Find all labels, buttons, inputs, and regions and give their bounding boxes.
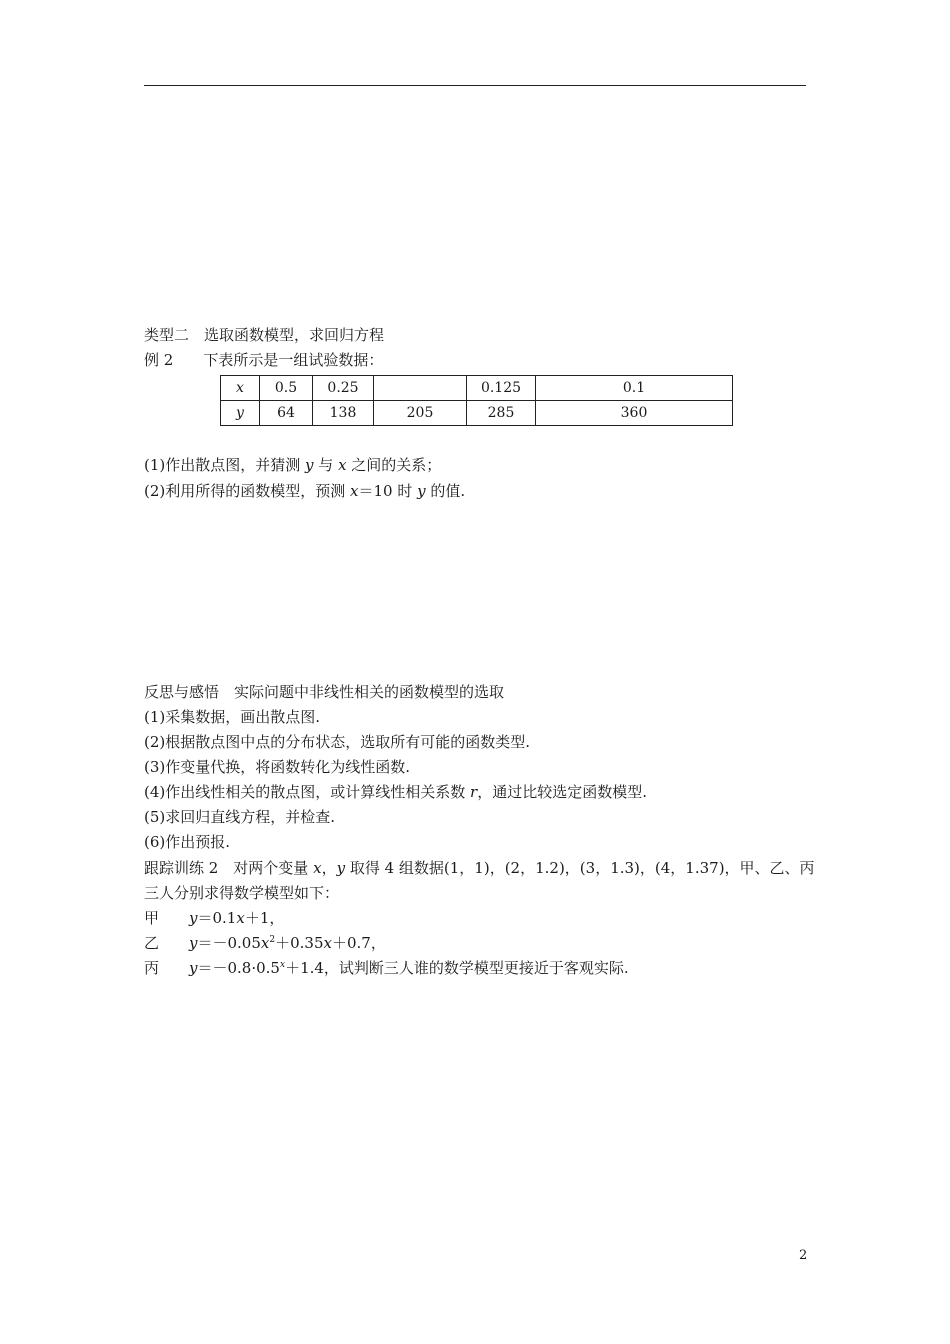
model-yi <box>144 933 386 953</box>
table-row-x <box>221 376 733 401</box>
reflection-step-3: (3)作变量代换，将函数转化为线性函数. <box>144 758 411 776</box>
model-label: 乙 <box>144 934 160 952</box>
text: (4)作出线性相关的散点图，或计算线性相关系数 <box>144 783 471 801</box>
reflection-title: 反思与感悟 实际问题中非线性相关的函数模型的选取 <box>144 683 505 701</box>
table-cell: 285 <box>467 401 536 426</box>
text: ＝0.1 <box>197 909 237 927</box>
question-1 <box>144 455 441 475</box>
header-rule <box>144 85 806 86</box>
model-bing <box>144 958 629 978</box>
table-cell: 0.125 <box>467 376 536 401</box>
text: 之间的关系； <box>346 456 442 474</box>
var-y: y <box>189 909 198 927</box>
model-label: 丙 <box>144 959 160 977</box>
exponent: 2 <box>269 935 276 945</box>
text: ， <box>321 859 337 877</box>
table-cell: 138 <box>313 401 374 426</box>
var-x: x <box>313 859 322 877</box>
text: ＝－0.05 <box>197 934 261 952</box>
table-cell: 0.5 <box>260 376 313 401</box>
reflection-step-6: (6)作出预报. <box>144 833 231 851</box>
table-cell <box>374 376 467 401</box>
text: ＝－0.8·0.5 <box>197 959 280 977</box>
reflection-step-4 <box>144 782 647 802</box>
var-x: x <box>350 482 359 500</box>
text: 与 <box>313 456 339 474</box>
table-cell: 0.1 <box>536 376 733 401</box>
var-y: y <box>189 959 198 977</box>
text: ＋1， <box>244 909 285 927</box>
page-number: 2 <box>799 1248 808 1263</box>
table-cell: y <box>221 401 260 426</box>
table-cell: 360 <box>536 401 733 426</box>
training-line-1 <box>144 858 815 878</box>
table-row-y <box>221 401 733 426</box>
var-x: x <box>236 909 245 927</box>
section-title: 类型二 选取函数模型，求回归方程 <box>144 326 385 344</box>
reflection-step-2: (2)根据散点图中点的分布状态，选取所有可能的函数类型. <box>144 733 531 751</box>
text: ，通过比较选定函数模型. <box>477 783 647 801</box>
var-y: y <box>336 859 346 877</box>
example-text: 下表所示是一组试验数据： <box>203 351 384 369</box>
text: (2)利用所得的函数模型，预测 <box>144 482 351 500</box>
var-x: x <box>338 456 347 474</box>
text: ＝10 时 <box>358 482 418 500</box>
text: 跟踪训练 2 对两个变量 <box>144 859 314 877</box>
reflection-step-1: (1)采集数据，画出散点图. <box>144 708 321 726</box>
var-y: y <box>189 934 198 952</box>
example-2 <box>144 350 383 370</box>
text: (1)作出散点图，并猜测 <box>144 456 306 474</box>
var-x: x <box>323 934 332 952</box>
text: ＋0.35 <box>275 934 324 952</box>
data-table <box>220 375 733 426</box>
exponent: x <box>279 960 286 970</box>
var-x: x <box>260 934 270 952</box>
table-cell: x <box>221 376 260 401</box>
text: ＋1.4，试判断三人谁的数学模型更接近于客观实际. <box>285 959 629 977</box>
table-cell: 205 <box>374 401 467 426</box>
text: 取得 4 组数据(1，1)，(2，1.2)，(3，1.3)，(4，1.37)，甲、乙、丙 <box>345 859 815 877</box>
model-label: 甲 <box>144 909 160 927</box>
text: ＋0.7， <box>331 934 386 952</box>
var-y: y <box>417 482 426 500</box>
var-y: y <box>305 456 314 474</box>
question-2 <box>144 481 465 501</box>
example-label: 例 2 <box>144 351 174 369</box>
training-line-2: 三人分别求得数学模型如下： <box>144 884 340 902</box>
model-jia <box>144 908 284 928</box>
var-r: r <box>470 783 478 801</box>
reflection-step-5: (5)求回归直线方程，并检查. <box>144 808 336 826</box>
table-cell: 0.25 <box>313 376 374 401</box>
table-cell: 64 <box>260 401 313 426</box>
text: 的值. <box>425 482 466 500</box>
